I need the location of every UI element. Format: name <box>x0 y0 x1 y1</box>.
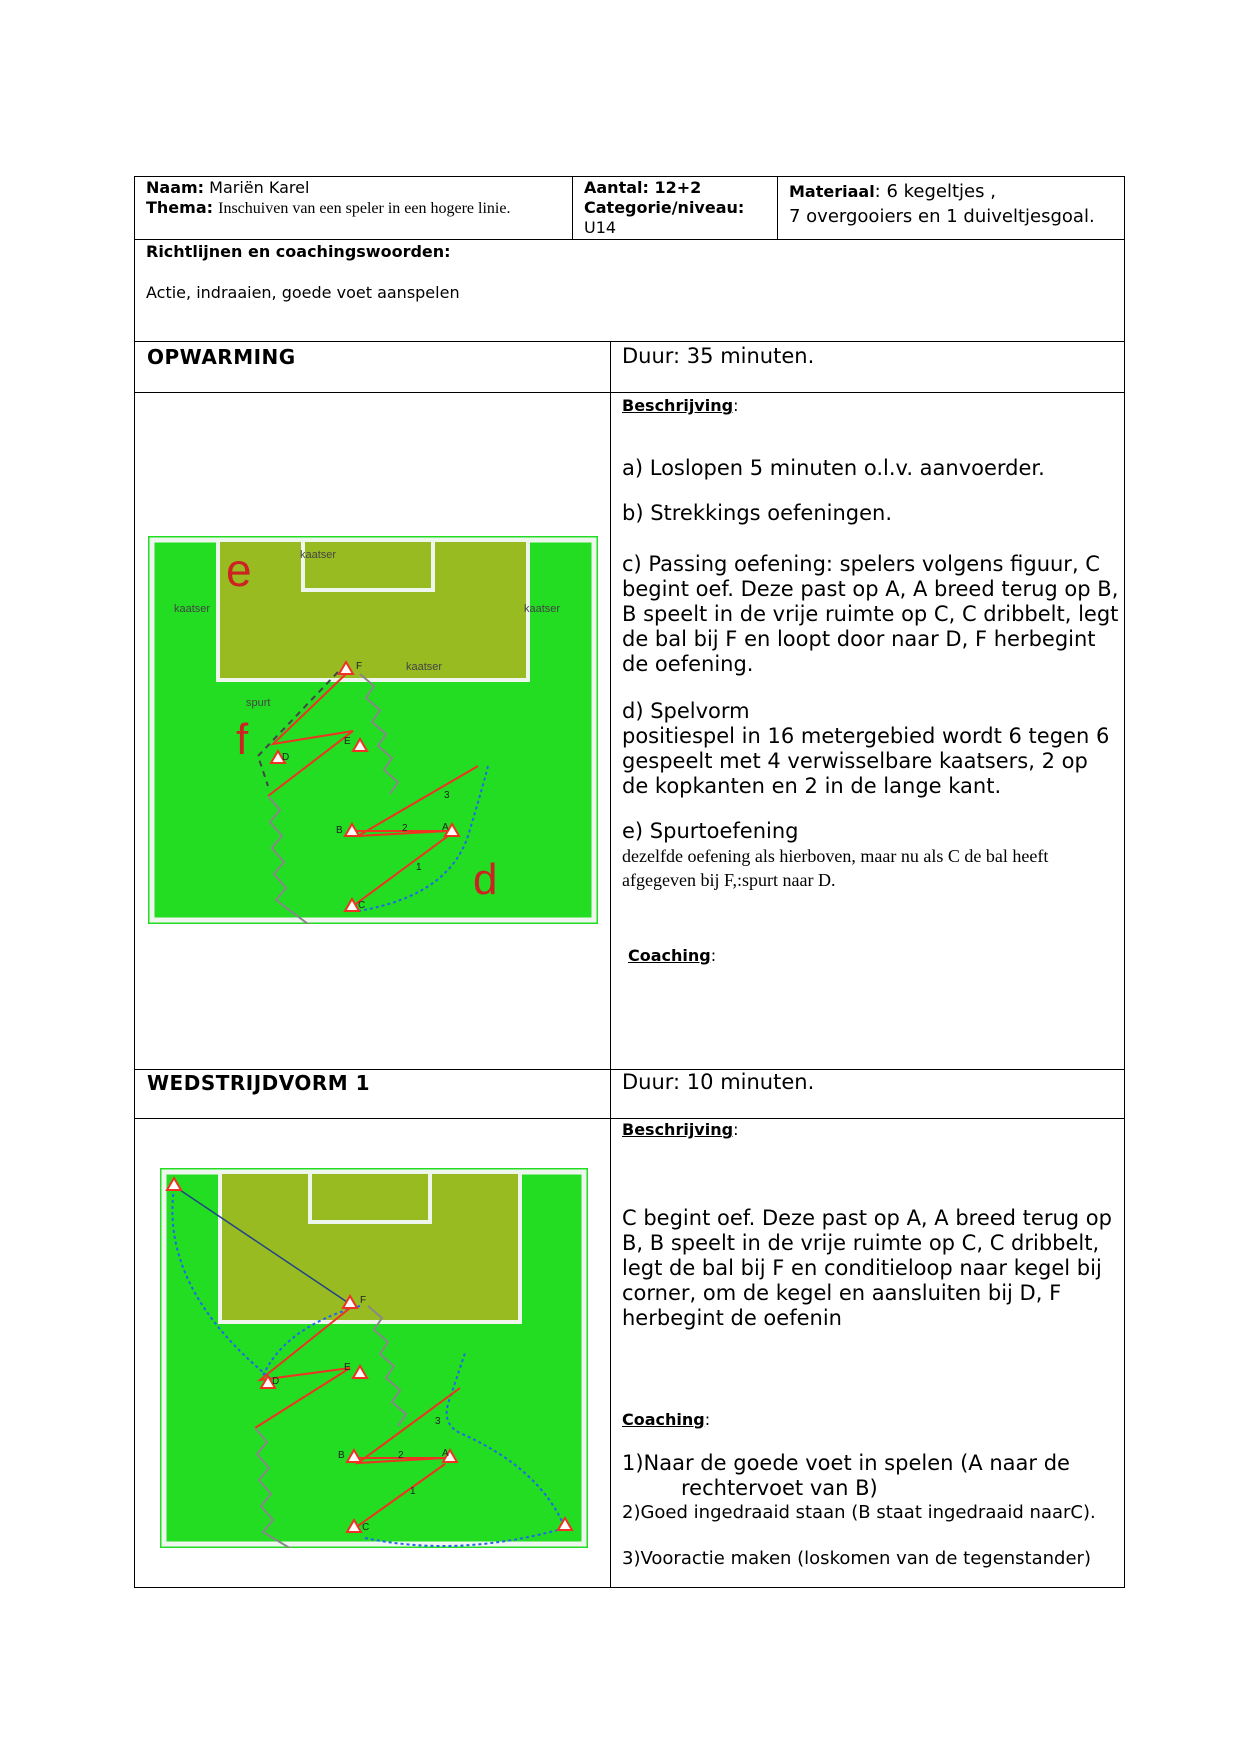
wedstrijdvorm-vdivider <box>610 1069 611 1588</box>
wedstrijdvorm-duur: Duur: 10 minuten. <box>622 1070 815 1094</box>
item-c: c) Passing oefening: spelers volgens figuur, C begint oef. Deze past op A, A breed terug op B, B speelt in de vrije ruimte op C, C dribbelt, legt de bal bij F en loopt door naar D, F herbegint de oefening. <box>622 552 1119 676</box>
coach-1a: 1)Naar de goede voet in spelen (A naar de <box>622 1451 1070 1475</box>
wv-cone-label-e: E <box>344 1362 351 1373</box>
opwarming-vdivider <box>610 341 611 1070</box>
categorie-label: Categorie/niveau: <box>584 198 745 217</box>
wv-cone-label-a: A <box>442 1448 449 1459</box>
opwarming-diagram <box>148 536 598 924</box>
opwarming-description: Beschrijving: a) Loslopen 5 minuten o.l.v. aanvoerder. b) Strekkings oefeningen. c) Passing oefening: spelers volgens figuur, C begint oef. Deze past op A, A breed terug op B, B speelt in de vrije ruimte op C, C dribbelt, legt de bal bij F en loopt door naar D, F herbegint de oefening. d) Spelvorm positiespel in 16 metergebied wordt 6 tegen 6 gespeelt met 4 verwisselbare kaatsers, 2 op de kopkanten en 2 in de lange kant. e) Spurtoefening dezelfde oefening als hierboven, maar nu als C de bal heeft afgegeven bij F,:spurt naar D. <box>622 396 1119 890</box>
thema-label: Thema: <box>146 198 214 217</box>
wv-cone-label-d: D <box>272 1376 280 1387</box>
cone-label-a: A <box>442 822 449 833</box>
coach-1b: rechtervoet van B) <box>681 1476 878 1500</box>
thema-line <box>146 198 571 219</box>
wedstrijdvorm-diagram <box>160 1168 588 1548</box>
item-d-title: d) Spelvorm <box>622 699 750 723</box>
cone-label-b: B <box>336 825 343 836</box>
letter-d: d <box>473 855 498 904</box>
aantal-label: Aantal: 12+2 <box>584 178 702 197</box>
materiaal-label: Materiaal <box>789 182 875 201</box>
categorie-value: U14 <box>584 218 617 237</box>
richtlijnen-title: Richtlijnen en coachingswoorden: <box>146 242 451 261</box>
item-e-text: dezelfde oefening als hierboven, maar nu als C de bal heeft afgegeven bij F,:spurt naar D. <box>622 846 1049 890</box>
wedstrijdvorm-beschrijving: Beschrijving: <box>622 1120 739 1139</box>
cone-label-e: E <box>344 736 351 747</box>
wv-cone-label-c: C <box>362 1522 370 1533</box>
wedstrijdvorm-field-svg <box>160 1168 588 1548</box>
opwarming-coaching: Coaching: <box>628 946 717 965</box>
coach-3: 3)Vooractie maken (loskomen van de tegenstander) <box>622 1548 1091 1569</box>
item-a: a) Loslopen 5 minuten o.l.v. aanvoerder. <box>622 456 1045 480</box>
pass-number-3: 3 <box>444 790 450 801</box>
wv-pass-number-1: 1 <box>410 1486 416 1497</box>
penalty-box <box>218 540 528 680</box>
coaching-label: Coaching <box>628 946 711 965</box>
kaatser-f: kaatser <box>406 661 443 673</box>
letter-f: f <box>236 715 249 764</box>
opwarming-duur: Duur: 35 minuten. <box>622 344 815 368</box>
opwarming-field-svg <box>148 536 598 924</box>
letter-e: e <box>226 544 252 596</box>
materiaal-value-1: : 6 kegeltjes , <box>874 181 996 202</box>
kaatser-top: kaatser <box>300 549 337 561</box>
wv-pass-number-2: 2 <box>398 1450 404 1461</box>
wv-pass-number-3: 3 <box>435 1416 441 1427</box>
cone-label-c: C <box>358 900 366 911</box>
naam-value: Mariën Karel <box>209 178 310 197</box>
coach-2: 2)Goed ingedraaid staan (B staat ingedraaid naarC). <box>622 1502 1096 1523</box>
pass-number-1: 1 <box>416 862 422 873</box>
item-d-text: positiespel in 16 metergebied wordt 6 tegen 6 gespeelt met 4 verwisselbare kaatsers, 2 op de kopkanten en 2 in de lange kant. <box>622 724 1110 798</box>
cone-label-f: F <box>356 661 363 672</box>
wv-beschrijving-label: Beschrijving <box>622 1120 734 1139</box>
item-b: b) Strekkings oefeningen. <box>622 501 893 525</box>
opwarming-title: OPWARMING <box>147 345 296 369</box>
aantal-cell <box>584 178 774 238</box>
header-divider-2 <box>777 176 778 240</box>
materiaal-cell <box>789 179 1123 229</box>
wv-cone-label-f: F <box>360 1295 367 1306</box>
wv-coaching-label: Coaching <box>622 1410 705 1429</box>
beschrijving-label: Beschrijving <box>622 396 734 415</box>
richtlijnen-text: Actie, indraaien, goede voet aanspelen <box>146 283 460 302</box>
materiaal-value-2: 7 overgooiers en 1 duiveltjesgoal. <box>789 206 1095 227</box>
naam-label: Naam: <box>146 178 205 197</box>
naam-line <box>146 178 566 198</box>
kaatser-right: kaatser <box>524 603 561 615</box>
wedstrijdvorm-hdivider <box>134 1118 1125 1119</box>
cone-label-d: D <box>282 752 290 763</box>
header-divider-1 <box>572 176 573 240</box>
wv-cone-label-b: B <box>338 1450 345 1461</box>
pass-number-2: 2 <box>402 823 408 834</box>
thema-value: Inschuiven van een speler in een hogere linie. <box>218 200 511 217</box>
wedstrijdvorm-coaching: Coaching: <box>622 1410 711 1429</box>
wedstrijdvorm-text: C begint oef. Deze past op A, A breed terug op B, B speelt in de vrije ruimte op C, C dribbelt, legt de bal bij F en conditieloop naar kegel bij corner, om de kegel en aansluiten bij D, F herbegint de oefenin <box>622 1206 1112 1330</box>
wedstrijdvorm-title: WEDSTRIJDVORM 1 <box>147 1071 371 1095</box>
spurt-label: spurt <box>246 697 271 709</box>
kaatser-left: kaatser <box>174 603 211 615</box>
item-e-title: e) Spurtoefening <box>622 819 799 843</box>
